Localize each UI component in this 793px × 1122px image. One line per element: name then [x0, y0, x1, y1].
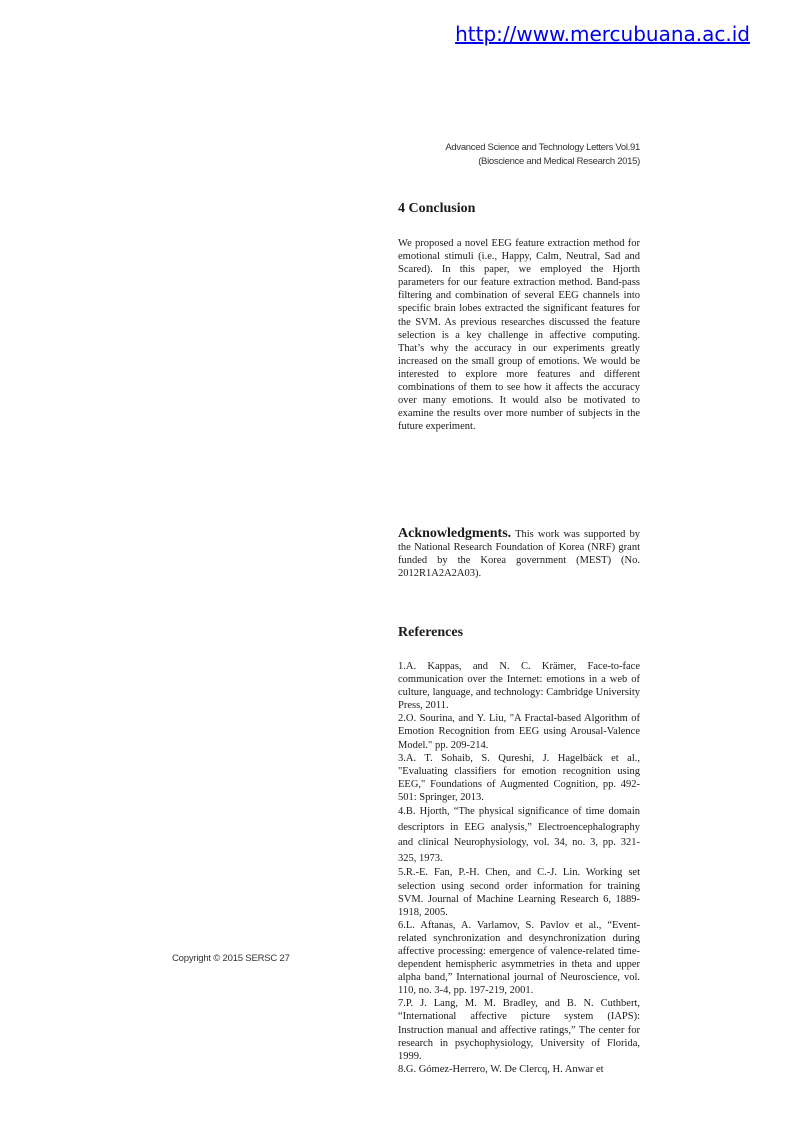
- reference-item-4: 4.B. Hjorth, “The physical significance of time domain descriptors in EEG analysis,” Electroencephalography and clinical Neurophysiology, vol. 34, no. 3, pp. 321-325, 1973.: [398, 806, 640, 864]
- references-heading: References: [398, 625, 464, 640]
- reference-item-7: 7.P. J. Lang, M. M. Bradley, and B. N. Cuthbert, “International affective picture system (IAPS): Instruction manual and affective ratings,” The center for research in psychophysiology, University of Florida, 1999.: [398, 998, 640, 1062]
- conclusion-heading: 4 Conclusion: [398, 201, 476, 216]
- reference-item-6: 6.L. Aftanas, A. Varlamov, S. Pavlov et al., “Event-related synchronization and desynchronization during affective processing: emergence of valence-related time-dependent hemispheric asymmetries in theta and upper alpha band,” International journal of Neuroscience, vol. 110, no. 3-4, pp. 197-219, 2001.: [398, 919, 640, 997]
- journal-header: [398, 141, 640, 169]
- acknowledgments-text: This work was supported by the National Research Foundation of Korea (NRF) grant funded by the Korea government (MEST) (No. 2012R1A2A2A03).: [398, 529, 640, 580]
- journal-header-line-2: (Bioscience and Medical Research 2015): [478, 156, 640, 167]
- reference-item-3: 3.A. T. Sohaib, S. Qureshi, J. Hagelbäck et al., "Evaluating classifiers for emotion recognition using EEG," Foundations of Augmented Cognition, pp. 492-501: Springer, 2013.: [398, 752, 640, 803]
- reference-item-2: 2.O. Sourina, and Y. Liu, "A Fractal-based Algorithm of Emotion Recognition from EEG using Arousal-Valence Model." pp. 209-214.: [398, 713, 640, 751]
- references-list: [398, 660, 640, 1122]
- conclusion-paragraph: We proposed a novel EEG feature extraction method for emotional stimuli (i.e., Happy, Calm, Neutral, Sad and Scared). In this paper, we employed the Hjorth parameters for our feature extraction method. Band-pass filtering and combination of several EEG channels into specific brain lobes extracted the significant features for the SVM. As previous researches discussed the feature selection is a key challenge in affective computing. That’s why the accuracy in our experiments greatly increased on the small group of emotions. We would be interested to explore more features and different combinations of them to see how it affects the accuracy over many emotions. It would also be motivated to examine the results over more number of subjects in the future experiment.: [398, 238, 640, 433]
- journal-header-line-1: Advanced Science and Technology Letters Vol.91: [445, 142, 640, 153]
- acknowledgments-paragraph: [398, 527, 640, 580]
- reference-item-1: 1.A. Kappas, and N. C. Krämer, Face-to-face communication over the Internet: emotions in a web of culture, language, and technology: Cambridge University Press, 2011.: [398, 661, 640, 712]
- acknowledgments-title: Acknowledgments.: [398, 526, 512, 541]
- reference-item-5: 5.R.-E. Fan, P.-H. Chen, and C.-J. Lin. Working set selection using second order information for training SVM. Journal of Machine Learning Research 6, 1889-1918, 2005.: [398, 867, 640, 918]
- watermark-url-link[interactable]: http://www.mercubuana.ac.id: [455, 22, 750, 46]
- reference-item-8: 8.G. Gómez-Herrero, W. De Clercq, H. Anwar et: [398, 1063, 604, 1075]
- copyright-footer: Copyright © 2015 SERSC 27: [172, 953, 290, 964]
